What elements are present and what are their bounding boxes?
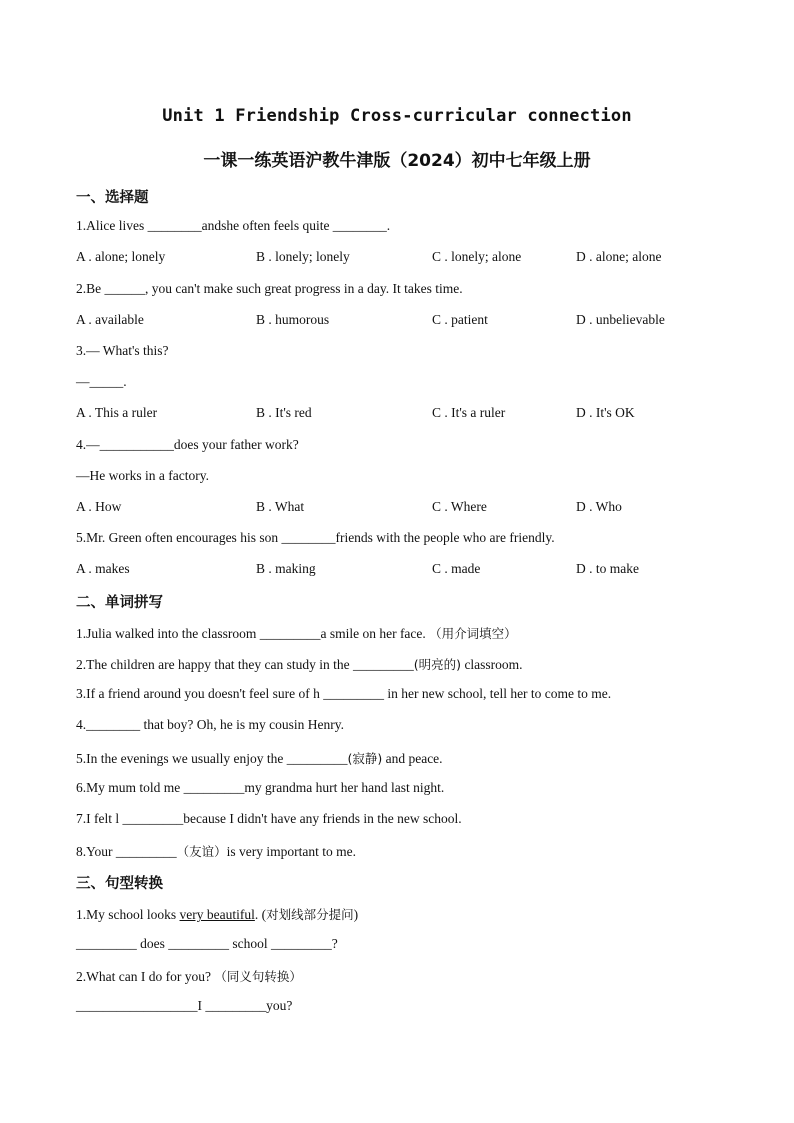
q5-option-c[interactable]: C . made xyxy=(432,561,481,576)
transform-q1-text: 1.My school looks xyxy=(76,907,180,922)
transform-q1-underlined: very beautiful xyxy=(179,907,255,922)
q3-option-a[interactable]: A . This a ruler xyxy=(76,405,158,420)
q2-option-a[interactable]: A . available xyxy=(76,312,144,327)
question-1-text: 1.Alice lives ________andshe often feels quite ________. xyxy=(76,218,391,233)
question-5-text: 5.Mr. Green often encourages his son ________friends with the people who are friendly. xyxy=(76,530,555,545)
transform-answer-2: __________________I _________you? xyxy=(76,998,293,1013)
spelling-question-1 xyxy=(76,624,517,642)
question-3-text: 3.— What's this? xyxy=(76,343,169,358)
transform-answer-1: _________ does _________ school _________? xyxy=(76,936,338,951)
transform-q1-paren-open: . ( xyxy=(254,907,267,922)
q1-option-b[interactable]: B . lonely; lonely xyxy=(256,249,350,264)
spelling-question-4: 4.________ that boy? Oh, he is my cousin Henry. xyxy=(76,717,344,732)
spelling-question-3: 3.If a friend around you doesn't feel sure of h _________ in her new school, tell her to come to me. xyxy=(76,686,612,701)
transform-q1-instruction: 对划线部分提问 xyxy=(266,907,354,922)
document-subtitle: 一课一练英语沪教牛津版（2024）初中七年级上册 xyxy=(203,151,591,171)
q2-option-d[interactable]: D . unbelievable xyxy=(576,312,665,327)
spelling-q5-text-end: and peace. xyxy=(382,751,443,766)
question-3-response: —_____. xyxy=(76,374,127,389)
spelling-question-6: 6.My mum told me _________my grandma hurt her hand last night. xyxy=(76,780,445,795)
q1-option-a[interactable]: A . alone; lonely xyxy=(76,249,166,264)
section-heading-multiple-choice: 一、选择题 xyxy=(76,190,149,206)
spelling-q8-hint: （友谊） xyxy=(176,844,227,859)
q5-option-b[interactable]: B . making xyxy=(256,561,316,576)
transform-question-2 xyxy=(76,967,302,985)
q5-option-a[interactable]: A . makes xyxy=(76,561,130,576)
q2-option-c[interactable]: C . patient xyxy=(432,312,488,327)
spelling-q1-hint: （用介词填空） xyxy=(429,626,517,641)
spelling-q8-text: 8.Your _________ xyxy=(76,844,177,859)
section-heading-spelling: 二、单词拼写 xyxy=(76,595,163,611)
q2-option-b[interactable]: B . humorous xyxy=(256,312,330,327)
q4-option-c[interactable]: C . Where xyxy=(432,499,487,514)
spelling-q2-text: 2.The children are happy that they can study in the _________ xyxy=(76,657,414,672)
q3-option-c[interactable]: C . It's a ruler xyxy=(432,405,506,420)
transform-q2-text: 2.What can I do for you? xyxy=(76,969,215,984)
transform-q1-paren-close: ) xyxy=(353,907,359,922)
q3-option-d[interactable]: D . It's OK xyxy=(576,405,635,420)
q3-option-b[interactable]: B . It's red xyxy=(256,405,312,420)
spelling-question-7: 7.I felt l _________because I didn't have any friends in the new school. xyxy=(76,811,462,826)
q4-option-b[interactable]: B . What xyxy=(256,499,305,514)
question-4-text: 4.—___________does your father work? xyxy=(76,437,299,452)
document-title: Unit 1 Friendship Cross-curricular connection xyxy=(162,106,632,126)
spelling-question-2 xyxy=(76,655,523,673)
spelling-question-8 xyxy=(76,842,356,860)
q1-option-d[interactable]: D . alone; alone xyxy=(576,249,662,264)
spelling-q1-text: 1.Julia walked into the classroom _________a smile on her face. xyxy=(76,626,430,641)
spelling-q5-hint: (寂静) xyxy=(347,751,383,766)
transform-question-1 xyxy=(76,905,358,923)
q4-option-a[interactable]: A . How xyxy=(76,499,122,514)
spelling-q2-hint: (明亮的) xyxy=(413,657,462,672)
section-heading-sentence-transform: 三、句型转换 xyxy=(76,876,163,892)
q5-option-d[interactable]: D . to make xyxy=(576,561,639,576)
question-4-response: —He works in a factory. xyxy=(76,468,209,483)
spelling-question-5 xyxy=(76,749,443,767)
transform-q2-instruction: （同义句转换） xyxy=(214,969,302,984)
q4-option-d[interactable]: D . Who xyxy=(576,499,622,514)
question-2-text: 2.Be ______, you can't make such great progress in a day. It takes time. xyxy=(76,281,463,296)
spelling-q8-text-end: is very important to me. xyxy=(226,844,357,859)
spelling-q2-text-end: classroom. xyxy=(461,657,523,672)
spelling-q5-text: 5.In the evenings we usually enjoy the _________ xyxy=(76,751,348,766)
q1-option-c[interactable]: C . lonely; alone xyxy=(432,249,522,264)
